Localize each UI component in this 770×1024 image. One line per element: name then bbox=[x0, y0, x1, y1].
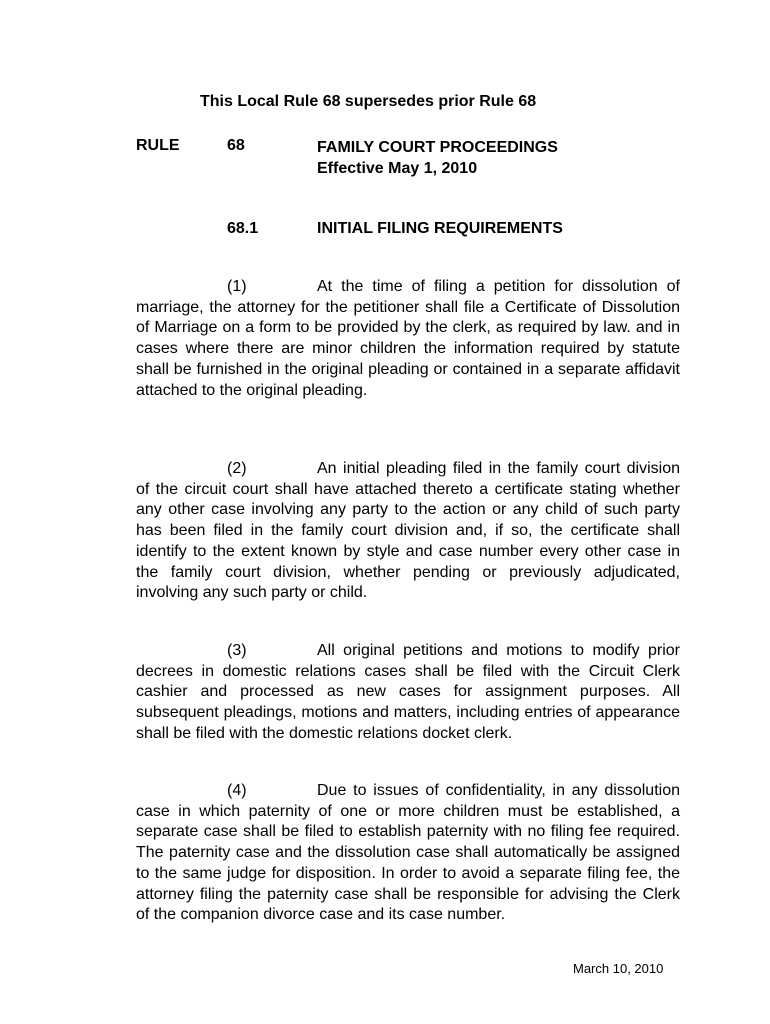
paragraph-text: An initial pleading filed in the family court division of the circuit court shall have attached thereto a certificate stating whether any other case involving any party to the action or any child of such party has been filed in the family court division and, if so, the certificate shall identify to the extent known by style and case number every other case in the family court division, whether pending or previously adjudicated, involving any such party or child. bbox=[136, 460, 680, 602]
rule-number: 68 bbox=[227, 137, 245, 154]
paragraph-text: All original petitions and motions to modify prior decrees in domestic relations cases shall be filed with the Circuit Clerk cashier and processed as new cases for assignment purposes. All subsequent pleadings, motions and matters, including entries of appearance shall be filed with the domestic relations docket clerk. bbox=[136, 642, 680, 742]
paragraph-3 bbox=[136, 641, 680, 745]
section-title: INITIAL FILING REQUIREMENTS bbox=[317, 220, 563, 237]
supersede-notice: This Local Rule 68 supersedes prior Rule 68 bbox=[200, 93, 537, 110]
rule-label: RULE bbox=[136, 137, 180, 154]
rule-heading bbox=[317, 137, 558, 179]
paragraph-text: Due to issues of confidentiality, in any dissolution case in which paternity of one or more children must be established, a separate case shall be filed to establish paternity with no filing fee required. The paternity case and the dissolution case shall automatically be assigned to the same judge for disposition. In order to avoid a separate filing fee, the attorney filing the paternity case shall be responsible for advising the Clerk of the companion divorce case and its case number. bbox=[136, 782, 680, 924]
paragraph-marker: (2) bbox=[227, 460, 247, 477]
effective-date: Effective May 1, 2010 bbox=[317, 160, 478, 177]
paragraph-text: At the time of filing a petition for dissolution of marriage, the attorney for the petitioner shall file a Certificate of Dissolution of Marriage on a form to be provided by the clerk, as required by law. and in cases where there are minor children the information required by statute shall be furnished in the original pleading or contained in a separate affidavit attached to the original pleading. bbox=[136, 278, 680, 399]
paragraph-1 bbox=[136, 277, 680, 401]
paragraph-4 bbox=[136, 781, 680, 926]
paragraph-marker: (1) bbox=[227, 278, 247, 295]
paragraph-marker: (3) bbox=[227, 642, 247, 659]
paragraph-marker: (4) bbox=[227, 782, 247, 799]
section-number: 68.1 bbox=[227, 220, 259, 237]
paragraph-2 bbox=[136, 459, 680, 604]
footer-date: March 10, 2010 bbox=[573, 961, 664, 976]
rule-title: FAMILY COURT PROCEEDINGS bbox=[317, 139, 558, 156]
